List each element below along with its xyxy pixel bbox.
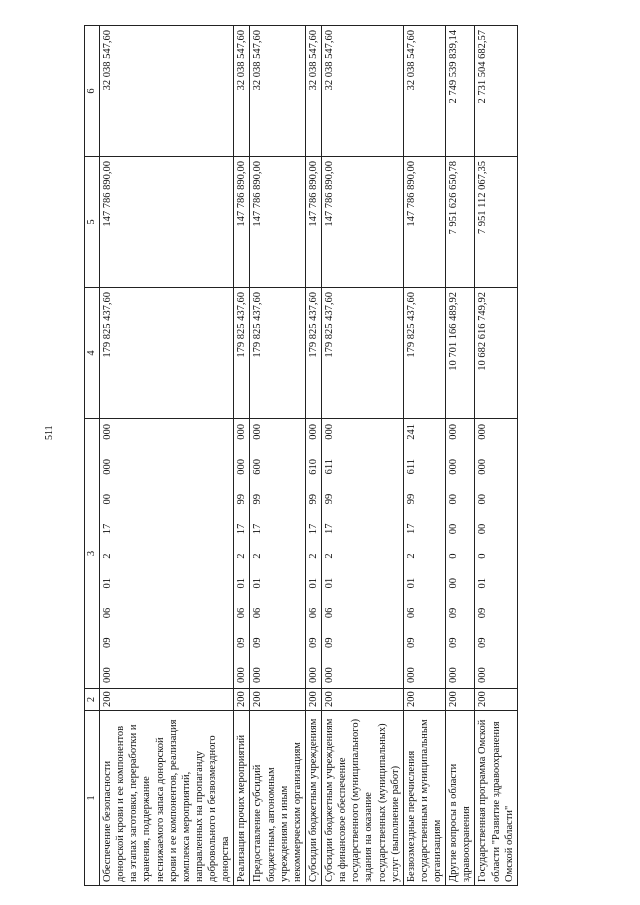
header-col-6: 6 (85, 26, 100, 157)
code-segment: 09 (405, 637, 417, 648)
row-value4-cell: 179 825 437,60 (305, 288, 321, 419)
row-value6-cell: 32 038 547,60 (234, 26, 250, 157)
code-segment: 01 (307, 578, 319, 589)
code-segment: 610 (307, 459, 319, 475)
code-segments (405, 422, 418, 685)
code-segment: 17 (236, 523, 248, 535)
code-segment: 17 (324, 523, 335, 535)
code-segment: 99 (324, 493, 335, 505)
code-segment: 09 (236, 637, 248, 648)
code-segment: 2 (236, 553, 248, 559)
row-name-cell: Государственная программа Омской области "Развитие здравоохранения Омской области" (475, 711, 517, 886)
code-segment: 000 (252, 424, 264, 440)
code-segment: 00 (448, 494, 460, 505)
code-segment: 17 (405, 523, 417, 535)
code-segment: 000 (477, 424, 489, 440)
code-segments (101, 422, 114, 685)
code-segment: 000 (236, 459, 248, 475)
code-segment: 2 (102, 553, 113, 559)
code-segment: 09 (307, 637, 319, 648)
row-value5-cell: 147 786 890,00 (305, 157, 321, 288)
table-row (250, 26, 306, 886)
code-segments (235, 422, 248, 685)
code-segment: 00 (477, 494, 489, 505)
row-value4-cell: 10 682 616 749,92 (475, 288, 517, 419)
code-segment: 06 (324, 607, 335, 619)
row-name-cell: Реализация прочих мероприятий (234, 711, 250, 886)
code-segment: 0 (448, 553, 460, 559)
code-segment: 611 (405, 459, 417, 475)
row-value5-cell: 147 786 890,00 (403, 157, 445, 288)
code-segment: 09 (102, 637, 113, 648)
code-segment: 2 (405, 553, 417, 559)
code-segment: 611 (324, 459, 335, 475)
table-row (446, 26, 475, 886)
code-segment: 2 (252, 553, 264, 559)
row-value6-cell: 32 038 547,60 (403, 26, 445, 157)
row-value4-cell: 179 825 437,60 (100, 288, 234, 419)
code-segments (251, 422, 264, 685)
code-segment: 01 (236, 578, 248, 589)
header-col-4: 4 (85, 288, 100, 419)
header-col-2: 2 (85, 689, 100, 711)
code-segment: 000 (448, 459, 460, 475)
row-value6-cell: 32 038 547,60 (250, 26, 306, 157)
code-segment: 000 (324, 424, 335, 440)
code-segment: 0 (477, 553, 489, 559)
row-code3-cell (250, 419, 306, 689)
code-segment: 99 (236, 494, 248, 505)
code-segment: 17 (102, 523, 113, 535)
code-segments (307, 422, 320, 685)
table-row (305, 26, 321, 886)
code-segment: 09 (477, 637, 489, 648)
table-row (403, 26, 445, 886)
code-segment: 01 (102, 578, 113, 589)
row-code3-cell (446, 419, 475, 689)
row-code3-cell (305, 419, 321, 689)
code-segment: 06 (236, 607, 248, 619)
code-segment: 01 (324, 577, 335, 589)
header-col-3: 3 (85, 419, 100, 689)
row-code3-cell (234, 419, 250, 689)
code-segment: 17 (307, 523, 319, 535)
row-value5-cell: 147 786 890,00 (250, 157, 306, 288)
row-value6-cell: 2 731 504 682,57 (475, 26, 517, 157)
code-segment: 000 (252, 667, 264, 683)
row-value4-cell: 179 825 437,60 (250, 288, 306, 419)
code-segment: 99 (307, 494, 319, 505)
code-segment: 000 (448, 667, 460, 683)
code-segment: 000 (324, 667, 335, 683)
row-code2-cell: 200 (322, 689, 404, 711)
table-row (100, 26, 234, 886)
code-segment: 00 (448, 578, 460, 589)
row-code2-cell: 200 (100, 689, 234, 711)
row-value6-cell: 32 038 547,60 (322, 26, 404, 157)
code-segments (323, 422, 336, 685)
code-segment: 000 (102, 667, 113, 683)
row-value4-cell: 10 701 166 489,92 (446, 288, 475, 419)
code-segment: 241 (405, 424, 417, 440)
code-segment: 09 (448, 637, 460, 648)
code-segment: 2 (324, 553, 335, 559)
row-name-cell: Другие вопросы в области здравоохранения (446, 711, 475, 886)
code-segment: 99 (405, 493, 417, 505)
budget-table-container (84, 26, 614, 886)
code-segment: 000 (477, 459, 489, 475)
row-code2-cell: 200 (475, 689, 517, 711)
row-value6-cell: 32 038 547,60 (100, 26, 234, 157)
code-segment: 06 (102, 607, 113, 619)
table-row (322, 26, 404, 886)
code-segment: 000 (405, 667, 417, 683)
row-code3-cell (403, 419, 445, 689)
header-row (85, 26, 100, 886)
row-value4-cell: 179 825 437,60 (403, 288, 445, 419)
code-segment: 09 (477, 607, 489, 619)
budget-table (84, 25, 518, 886)
row-value6-cell: 32 038 547,60 (305, 26, 321, 157)
code-segment: 600 (252, 459, 264, 475)
row-name-cell: Предоставление субсидий бюджетным, автономным учреждениям и иным некоммерческим организациям (250, 711, 306, 886)
row-code2-cell: 200 (250, 689, 306, 711)
code-segments (447, 422, 460, 685)
row-name-cell: Безвозмездные перечисления государственным и муниципальным организациям (403, 711, 445, 886)
row-code3-cell (322, 419, 404, 689)
row-code2-cell: 200 (403, 689, 445, 711)
code-segment: 000 (102, 459, 113, 475)
table-body (100, 26, 518, 886)
row-code3-cell (100, 419, 234, 689)
code-segment: 09 (252, 637, 264, 648)
code-segment: 99 (252, 494, 264, 505)
row-name-cell: Обеспечение безопасности донорской крови и ее компонентов на этапах заготовки, переработки и хранения, поддержание неснижаемого запаса донорской крови и ее компонентов, реализация комплекса мероприятий, направленных на пропаганду добровольного и безвозмездного донорства (100, 711, 234, 886)
row-value5-cell: 7 951 626 650,78 (446, 157, 475, 288)
code-segment: 000 (236, 667, 248, 683)
code-segment: 00 (102, 494, 113, 505)
code-segment: 000 (102, 424, 113, 440)
code-segment: 06 (307, 607, 319, 619)
row-code2-cell: 200 (234, 689, 250, 711)
code-segment: 09 (448, 607, 460, 619)
code-segment: 000 (448, 424, 460, 440)
code-segment: 01 (477, 578, 489, 589)
code-segment: 000 (307, 667, 319, 683)
row-value4-cell: 179 825 437,60 (234, 288, 250, 419)
row-value4-cell: 179 825 437,60 (322, 288, 404, 419)
code-segment: 000 (477, 667, 489, 683)
row-value5-cell: 147 786 890,00 (100, 157, 234, 288)
row-name-cell: Субсидии бюджетным учреждениям (305, 711, 321, 886)
code-segment: 000 (307, 424, 319, 440)
page-number: 511 (44, 425, 55, 440)
code-segment: 01 (405, 577, 417, 589)
row-code2-cell: 200 (305, 689, 321, 711)
code-segments (476, 422, 489, 685)
row-name-cell: Субсидии бюджетным учреждениям на финансовое обеспечение государственного (муниципального) задания на оказание государственных (муниципальных) услуг (выполнение работ) (322, 711, 404, 886)
code-segment: 06 (405, 607, 417, 619)
code-segment: 09 (324, 637, 335, 648)
header-col-5: 5 (85, 157, 100, 288)
table-row (234, 26, 250, 886)
code-segment: 00 (448, 523, 460, 535)
row-value5-cell: 7 951 112 067,35 (475, 157, 517, 288)
row-value5-cell: 147 786 890,00 (234, 157, 250, 288)
row-code2-cell: 200 (446, 689, 475, 711)
table-row (475, 26, 517, 886)
code-segment: 2 (307, 553, 319, 559)
code-segment: 000 (236, 424, 248, 440)
row-value6-cell: 2 749 539 839,14 (446, 26, 475, 157)
code-segment: 17 (252, 523, 264, 535)
code-segment: 01 (252, 578, 264, 589)
row-value5-cell: 147 786 890,00 (322, 157, 404, 288)
header-col-1: 1 (85, 711, 100, 886)
code-segment: 06 (252, 607, 264, 619)
row-code3-cell (475, 419, 517, 689)
code-segment: 00 (477, 523, 489, 535)
